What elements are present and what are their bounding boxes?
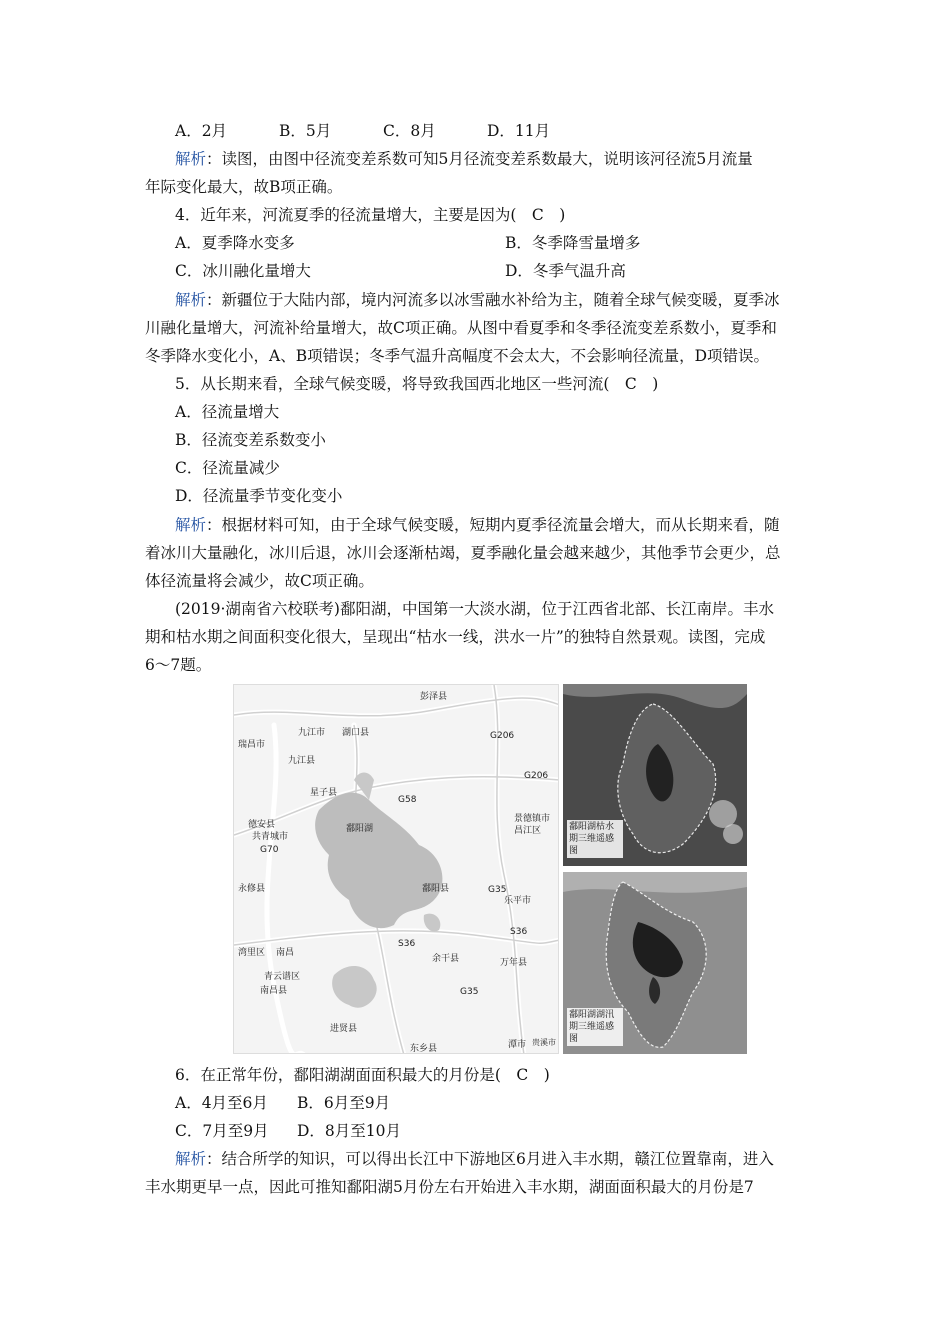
map-label: G35 [488,885,507,895]
q3-option-c: C．8月 [383,122,436,140]
q5-option-d: D．径流量季节变化变小 [175,487,343,505]
map-label: 九江县 [288,756,316,766]
map-label: S36 [398,939,416,949]
q4-option-c: C．冰川融化量增大 [175,262,311,280]
map-label: 进贤县 [330,1024,358,1034]
map-label: S36 [510,927,528,937]
map-label: 共青城市 [252,832,289,842]
map-label: 景德镇市 [514,814,551,824]
q6-analysis-line-2: 丰水期更早一点，因此可推知鄱阳湖5月份左右开始进入丰水期，湖面面积最大的月份是7 [145,1178,754,1196]
q3-analysis-line-2: 年际变化最大，故B项正确。 [145,178,343,196]
q5-analysis-line-2: 着冰川大量融化，冰川后退，冰川会逐渐枯竭，夏季融化量会越来越少，其他季节会更少，总 [145,544,781,562]
map-label: 鄱阳县 [422,884,450,894]
q6-options-row-2 [175,1118,845,1144]
map-label: 余干县 [432,954,460,964]
q4-option-d: D．冬季气温升高 [505,262,626,280]
map-label: 贵溪市 [532,1038,556,1047]
q5-option-c: C．径流量减少 [175,459,280,477]
map-label: G58 [398,795,417,805]
q6-options-row-1 [175,1090,845,1116]
q4-option-b: B．冬季降雪量增多 [505,234,641,252]
q3-option-d: D．11月 [487,122,551,140]
map-label: 湾里区 [238,948,266,958]
map-label: 南昌县 [260,986,288,996]
map-label: G206 [490,731,515,741]
map-label: 九江市 [298,728,326,738]
map-label: 东乡县 [410,1044,438,1054]
q5-option-b: B．径流变差系数变小 [175,431,326,449]
flood-season-caption: 鄱阳湖湖汛期三维遥感图 [567,1008,623,1046]
map-label: G206 [524,771,549,781]
map-label: 永修县 [238,884,266,894]
q4-analysis-line-2: 川融化量增大，河流补给量增大，故C项正确。从图中看夏季和冬季径流变差系数小，夏季和 [145,319,777,337]
map-label: 德安县 [248,820,276,830]
intro-line-1: (2019·湖南省六校联考)鄱阳湖，中国第一大淡水湖，位于江西省北部、长江南岸。丰水 [175,600,774,618]
map-label: 南昌 [276,948,295,958]
flood-season-satellite-image [563,872,747,1054]
analysis-label: 解析 [175,1150,207,1168]
q5-option-a: A．径流量增大 [175,403,280,421]
q5-stem: 5．从长期来看，全球气候变暖，将导致我国西北地区一些河流( C ) [175,375,659,393]
q3-analysis-text-1: ：读图，由图中径流变差系数可知5月径流变差系数最大，说明该河径流5月流量 [206,150,753,168]
poyang-lake-figure [233,684,747,1054]
q5-analysis-text-1: ：根据材料可知，由于全球气候变暖，短期内夏季径流量会增大，而从长期来看，随 [206,516,780,534]
map-label: 万年县 [500,958,528,968]
analysis-label: 解析 [175,291,207,309]
analysis-label: 解析 [175,516,207,534]
map-label: 鄱阳湖 [346,824,374,834]
q5-analysis-line-3: 体径流量将会减少，故C项正确。 [145,572,374,590]
map-label: 星子县 [310,788,338,798]
map-label: 乐平市 [504,896,532,906]
map-label: 彭泽县 [420,692,448,702]
q6-option-d: D．8月至10月 [297,1122,402,1140]
q4-options-row-1 [175,230,845,256]
intro-line-2: 期和枯水期之间面积变化很大，呈现出“枯水一线，洪水一片”的独特自然景观。读图，完成 [145,628,766,646]
q6-option-b: B．6月至9月 [297,1094,391,1112]
q6-analysis-line-1 [175,1146,845,1172]
dry-season-satellite-image [563,684,747,866]
q4-option-a: A．夏季降水变多 [175,234,295,252]
q6-option-c: C．7月至9月 [175,1122,269,1140]
q3-options [175,118,845,144]
q4-options-row-2 [175,258,845,284]
q3-option-b: B．5月 [279,122,332,140]
map-label: G70 [260,845,279,855]
q6-stem: 6．在正常年份，鄱阳湖湖面面积最大的月份是( C ) [175,1066,550,1084]
analysis-label: 解析 [175,150,207,168]
map-label: 潭市 [508,1040,527,1050]
map-label: 湖口县 [342,728,370,738]
map-label: 昌江区 [514,826,542,836]
map-label: 青云谱区 [264,972,301,982]
dry-season-caption: 鄱阳湖枯水期三维遥感图 [567,820,623,858]
map-label: G35 [460,987,479,997]
intro-line-3: 6～7题。 [145,656,212,674]
q5-analysis-line-1 [175,512,845,538]
q4-analysis-text-1: ：新疆位于大陆内部，境内河流多以冰雪融水补给为主，随着全球气候变暖，夏季冰 [206,291,780,309]
q4-stem: 4．近年来，河流夏季的径流量增大，主要是因为( C ) [175,206,566,224]
q4-analysis-line-3: 冬季降水变化小，A、B项错误；冬季气温升高幅度不会太大，不会影响径流量，D项错误。 [145,347,770,365]
q4-analysis-line-1 [175,287,845,313]
poyang-lake-map [233,684,559,1054]
q6-option-a: A．4月至6月 [175,1094,268,1112]
q6-analysis-text-1: ：结合所学的知识，可以得出长江中下游地区6月进入丰水期，赣江位置靠南，进入 [206,1150,774,1168]
q3-option-a: A．2月 [175,122,228,140]
map-label: 瑞昌市 [238,740,266,750]
q3-analysis-line-1 [175,146,845,172]
